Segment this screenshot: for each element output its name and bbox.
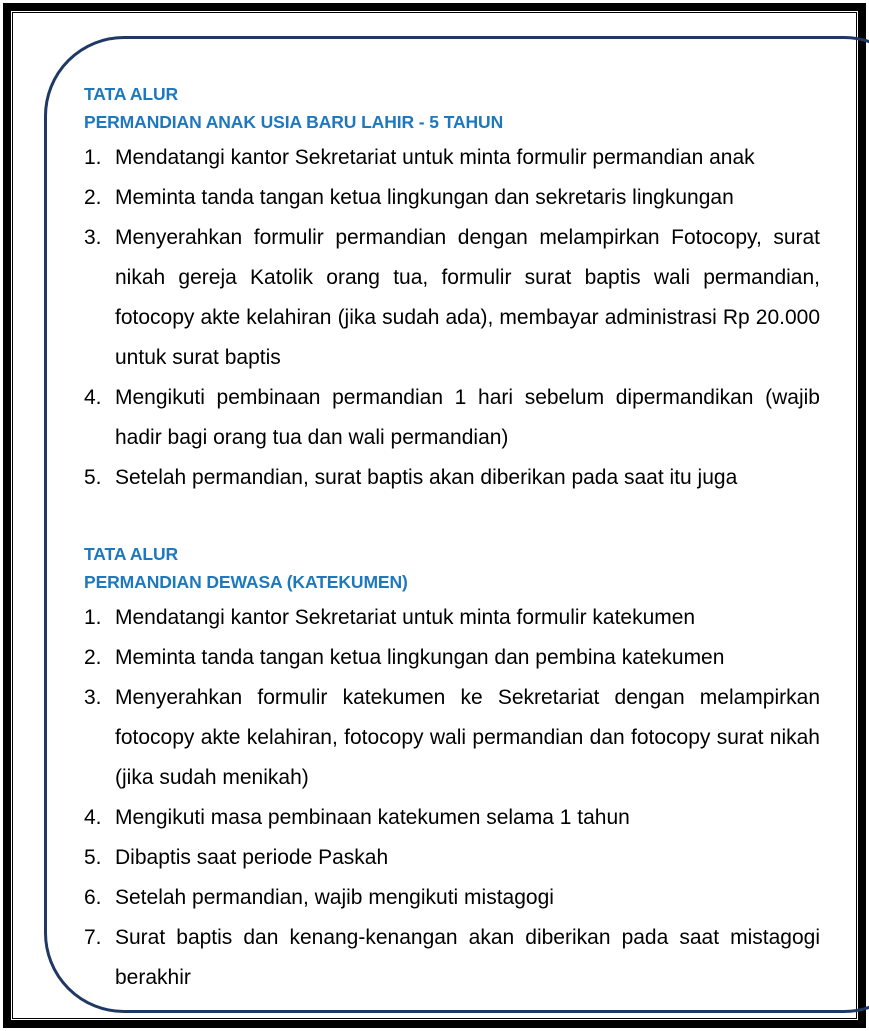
section-2-steps-list	[84, 598, 820, 998]
list-item	[84, 798, 820, 838]
section-1-steps-list	[84, 138, 820, 498]
section-1-heading-tata-alur: TATA ALUR	[84, 84, 179, 104]
list-item-text: Mengikuti pembinaan permandian 1 hari sebelum dipermandikan (wajib hadir bagi orang tua dan wali permandian)	[115, 386, 820, 449]
section-1-heading-subtitle: PERMANDIAN ANAK USIA BARU LAHIR - 5 TAHUN	[84, 112, 504, 132]
section-2-heading-tata-alur: TATA ALUR	[84, 544, 179, 564]
list-item	[84, 138, 820, 178]
list-item-text: Menyerahkan formulir katekumen ke Sekretariat dengan melampirkan fotocopy akte kelahiran, fotocopy wali permandian dan fotocopy surat nikah (jika sudah menikah)	[115, 686, 820, 789]
list-item	[84, 878, 820, 918]
list-item	[84, 638, 820, 678]
list-item-number: 3.	[84, 226, 102, 249]
list-item-text: Meminta tanda tangan ketua lingkungan dan pembina katekumen	[115, 646, 725, 669]
content-area	[84, 80, 820, 998]
list-item-number: 4.	[84, 806, 102, 829]
list-item-number: 6.	[84, 886, 102, 909]
list-item-text: Surat baptis dan kenang-kenangan akan diberikan pada saat mistagogi berakhir	[115, 926, 820, 989]
list-item-text: Mendatangi kantor Sekretariat untuk minta formulir permandian anak	[115, 146, 755, 169]
list-item-number: 1.	[84, 146, 102, 169]
list-item	[84, 918, 820, 998]
list-item-text: Menyerahkan formulir permandian dengan melampirkan Fotocopy, surat nikah gereja Katolik orang tua, formulir surat baptis wali permandian, fotocopy akte kelahiran (jika sudah ada), membayar administrasi Rp 20.000 untuk surat baptis	[115, 226, 820, 369]
list-item-number: 4.	[84, 386, 102, 409]
list-item-text: Setelah permandian, surat baptis akan diberikan pada saat itu juga	[115, 466, 738, 489]
list-item-number: 5.	[84, 466, 102, 489]
list-item-text: Mendatangi kantor Sekretariat untuk minta formulir katekumen	[115, 606, 696, 629]
list-item-number: 5.	[84, 846, 102, 869]
section-permandian-anak	[84, 80, 820, 498]
list-item	[84, 178, 820, 218]
list-item-text: Dibaptis saat periode Paskah	[115, 846, 389, 869]
list-item-text: Meminta tanda tangan ketua lingkungan dan sekretaris lingkungan	[115, 186, 734, 209]
list-item-number: 3.	[84, 686, 102, 709]
list-item	[84, 218, 820, 378]
list-item-number: 2.	[84, 646, 102, 669]
list-item	[84, 458, 820, 498]
section-2-heading-subtitle: PERMANDIAN DEWASA (KATEKUMEN)	[84, 572, 408, 592]
list-item-text: Mengikuti masa pembinaan katekumen selama 1 tahun	[115, 806, 630, 829]
list-item-text: Setelah permandian, wajib mengikuti mistagogi	[115, 886, 554, 909]
list-item-number: 1.	[84, 606, 102, 629]
list-item-number: 7.	[84, 926, 102, 949]
section-permandian-dewasa	[84, 540, 820, 998]
list-item	[84, 598, 820, 638]
list-item	[84, 378, 820, 458]
list-item	[84, 838, 820, 878]
list-item	[84, 678, 820, 798]
section-spacer	[84, 498, 820, 540]
list-item-number: 2.	[84, 186, 102, 209]
